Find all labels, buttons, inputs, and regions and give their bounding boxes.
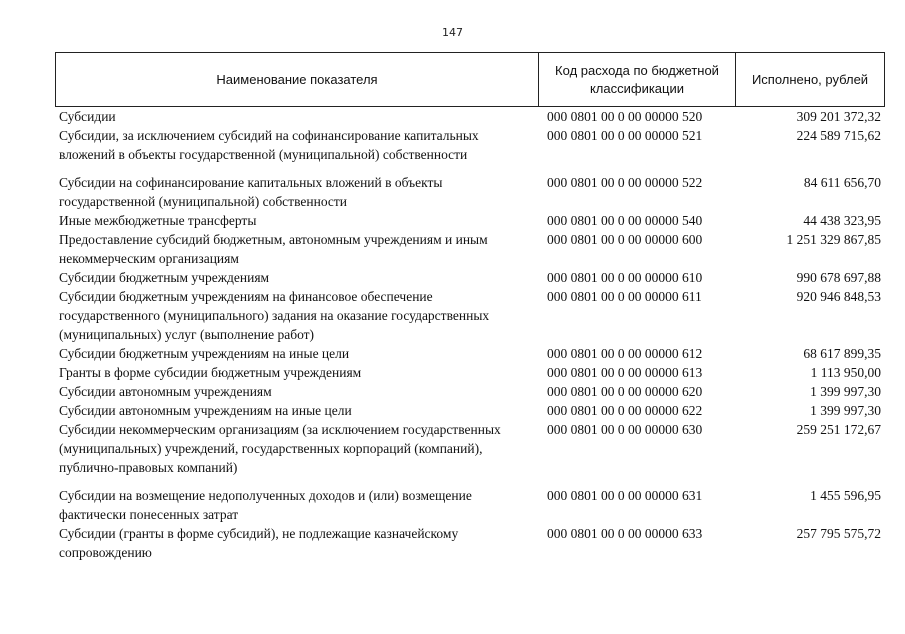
- row-amount: 309 201 372,32: [796, 109, 881, 124]
- row-amount: 1 113 950,00: [810, 365, 881, 380]
- row-amount: 1 455 596,95: [810, 488, 881, 503]
- row-amount: 84 611 656,70: [803, 175, 881, 190]
- table-row: [55, 107, 885, 126]
- row-amount: 1 399 997,30: [810, 403, 881, 418]
- row-name: Субсидии на софинансирование капитальных вложений в объекты государственной (муниципальной) собственности: [59, 175, 443, 209]
- table-row: [55, 230, 885, 268]
- table-row: [55, 126, 885, 173]
- row-name: Предоставление субсидий бюджетным, автономным учреждениям и иным некоммерческим организациям: [59, 232, 488, 266]
- table-row: [55, 173, 885, 211]
- row-name: Субсидии автономным учреждениям: [59, 384, 272, 399]
- table-header: [55, 52, 885, 107]
- row-name: Субсидии, за исключением субсидий на софинансирование капитальных вложений в объекты государственной (муниципальной) собственности: [59, 128, 479, 162]
- table-row: [55, 268, 885, 287]
- table-row: [55, 344, 885, 363]
- row-amount: 44 438 323,95: [803, 213, 881, 228]
- row-code: 000 0801 00 0 00 00000 633: [547, 526, 703, 541]
- table-row: [55, 420, 885, 486]
- row-name: Субсидии на возмещение недополученных доходов и (или) возмещение фактически понесенных затрат: [59, 488, 472, 522]
- row-amount: 1 251 329 867,85: [786, 232, 881, 247]
- budget-table: [55, 52, 885, 562]
- row-code: 000 0801 00 0 00 00000 622: [547, 403, 703, 418]
- row-code: 000 0801 00 0 00 00000 611: [547, 289, 702, 304]
- row-code: 000 0801 00 0 00 00000 522: [547, 175, 703, 190]
- row-code: 000 0801 00 0 00 00000 612: [547, 346, 703, 361]
- page-number: 147: [442, 26, 463, 39]
- row-amount: 259 251 172,67: [796, 422, 881, 437]
- row-code: 000 0801 00 0 00 00000 613: [547, 365, 703, 380]
- row-code: 000 0801 00 0 00 00000 610: [547, 270, 703, 285]
- table-row: [55, 287, 885, 344]
- row-name: Иные межбюджетные трансферты: [59, 213, 257, 228]
- row-name: Гранты в форме субсидии бюджетным учреждениям: [59, 365, 362, 380]
- row-amount: 920 946 848,53: [796, 289, 881, 304]
- row-code: 000 0801 00 0 00 00000 620: [547, 384, 703, 399]
- row-name: Субсидии бюджетным учреждениям на иные цели: [59, 346, 350, 361]
- row-amount: 990 678 697,88: [796, 270, 881, 285]
- header-name: Наименование показателя: [56, 53, 539, 106]
- row-amount: 1 399 997,30: [810, 384, 881, 399]
- table-row: [55, 211, 885, 230]
- table-row: [55, 401, 885, 420]
- row-code: 000 0801 00 0 00 00000 631: [547, 488, 703, 503]
- row-code: 000 0801 00 0 00 00000 630: [547, 422, 703, 437]
- table-row: [55, 486, 885, 524]
- row-code: 000 0801 00 0 00 00000 520: [547, 109, 703, 124]
- table-row: [55, 363, 885, 382]
- row-code: 000 0801 00 0 00 00000 540: [547, 213, 703, 228]
- row-amount: 224 589 715,62: [796, 128, 881, 143]
- row-name: Субсидии автономным учреждениям на иные цели: [59, 403, 352, 418]
- row-name: Субсидии: [59, 109, 116, 124]
- header-executed: Исполнено, рублей: [751, 71, 869, 87]
- table-row: [55, 524, 885, 562]
- row-code: 000 0801 00 0 00 00000 600: [547, 232, 703, 247]
- row-name: Субсидии некоммерческим организациям (за исключением государственных (муниципальных) учреждений, государственных корпораций (компаний), публично-правовых компаний): [59, 422, 501, 475]
- row-amount: 68 617 899,35: [803, 346, 881, 361]
- table-row: [55, 382, 885, 401]
- header-code: Код расхода по бюджетной классификации: [539, 53, 736, 106]
- row-code: 000 0801 00 0 00 00000 521: [547, 128, 703, 143]
- row-name: Субсидии (гранты в форме субсидий), не подлежащие казначейскому сопровождению: [59, 526, 459, 560]
- row-name: Субсидии бюджетным учреждениям: [59, 270, 270, 285]
- row-name: Субсидии бюджетным учреждениям на финансовое обеспечение государственного (муниципального) задания на оказание государственных (муниципальных) услуг (выполнение работ): [59, 289, 490, 342]
- row-amount: 257 795 575,72: [796, 526, 881, 541]
